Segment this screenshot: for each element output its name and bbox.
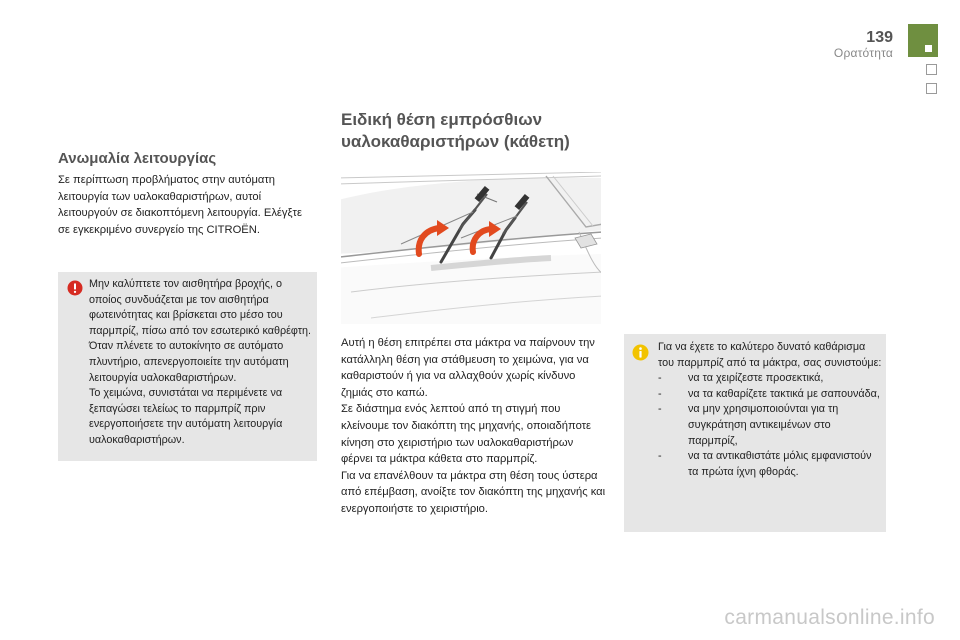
watermark: carmanualsonline.info <box>724 606 935 629</box>
info-text: Για να έχετε το καλύτερο δυνατό καθάρισμα του παρμπρίζ από τα μάκτρα, σας συνιστούμε: - να τα χειρίζεστε προσεκτικά, - να τα καθαρίζετε τακτικά με σαπουνάδα, - να μην χρησιμοποιούνται για τη συγκράτηση αντικειμένων στο παρμπρίζ, - να τα αντικαθιστάτε μόλις εμφανιστούν τα πρώτα ίχνη φθοράς. <box>658 340 882 480</box>
chapter-tab-outline <box>926 64 937 75</box>
chapter-tab-outline <box>926 83 937 94</box>
info-icon <box>632 344 649 361</box>
page-header <box>834 30 893 60</box>
recommendation-list <box>658 371 882 480</box>
vertical-wiper-position-text: Αυτή η θέση επιτρέπει στα μάκτρα να παίρνουν την κατάλληλη θέση για στάθμευση το χειμώνα, για να καθαριστούν ή για να αλλαχθούν χωρίς κίνδυνο ζημιάς στο καπώ. Σε διάστημα ενός λεπτού από τη στιγμή που κλείνουμε τον διακόπτη της μηχανής, οποιαδήποτε κίνηση στο χειριστήριο των υαλοκαθαριστήρων φέρνει τα μάκτρα κάθετα στο παρμπρίζ. Για να επανέλθουν τα μάκτρα στη θέση τους ύστερα από επέμβαση, ανοίξτε τον διακόπτη της μηχανής και ενεργοποιήστε το χειριστήριο. <box>341 337 606 515</box>
chapter-tab-active <box>908 24 938 57</box>
info-box <box>624 334 886 532</box>
warning-box <box>58 272 317 461</box>
chapter-marker-icon <box>925 45 932 52</box>
vertical-wiper-position-heading: Ειδική θέση εμπρόσθιων υαλοκαθαριστήρων (κάθετη) <box>341 110 570 151</box>
list-item: - να μην χρησιμοποιούνται για τη συγκράτηση αντικειμένων στο παρμπρίζ, <box>658 402 882 449</box>
warning-exclamation-icon <box>67 280 83 296</box>
section-label: Ορατότητα <box>833 46 893 60</box>
warning-text: Μην καλύπτετε τον αισθητήρα βροχής, ο οποίος συνδυάζεται με τον αισθητήρα φωτεινότητας και βρίσκεται στο μέσο του παρμπρίζ, πίσω από τον εσωτερικό καθρέφτη. Όταν πλένετε το αυτοκίνητο σε αυτόματο πλυντήριο, απενεργοποιείτε την αυτόματη λειτουργία υαλοκαθαριστήρων. Το χειμώνα, συνιστάται να περιμένετε να ξεπαγώσει τελείως το παρμπρίζ πριν ενεργοποιήσετε την αυτόματη λειτουργία υαλοκαθαριστήρων. <box>89 278 312 446</box>
list-item: - να τα αντικαθιστάτε μόλις εμφανιστούν τα πρώτα ίχνη φθοράς. <box>658 449 882 480</box>
malfunction-text: Σε περίπτωση προβλήματος στην αυτόματη λειτουργία των υαλοκαθαριστήρων, αυτοί λειτουργούν σε διακοπτόμενη λειτουργία. Ελέγξτε σε εγκεκριμένο συνεργείο της CITROËN. <box>58 174 302 236</box>
list-item: - να τα καθαρίζετε τακτικά με σαπουνάδα, <box>658 387 882 403</box>
windshield-wipers-illustration <box>341 172 601 324</box>
list-item: - να τα χειρίζεστε προσεκτικά, <box>658 371 882 387</box>
page-number: 139 <box>866 29 893 46</box>
malfunction-heading: Ανωμαλία λειτουργίας <box>58 150 217 167</box>
